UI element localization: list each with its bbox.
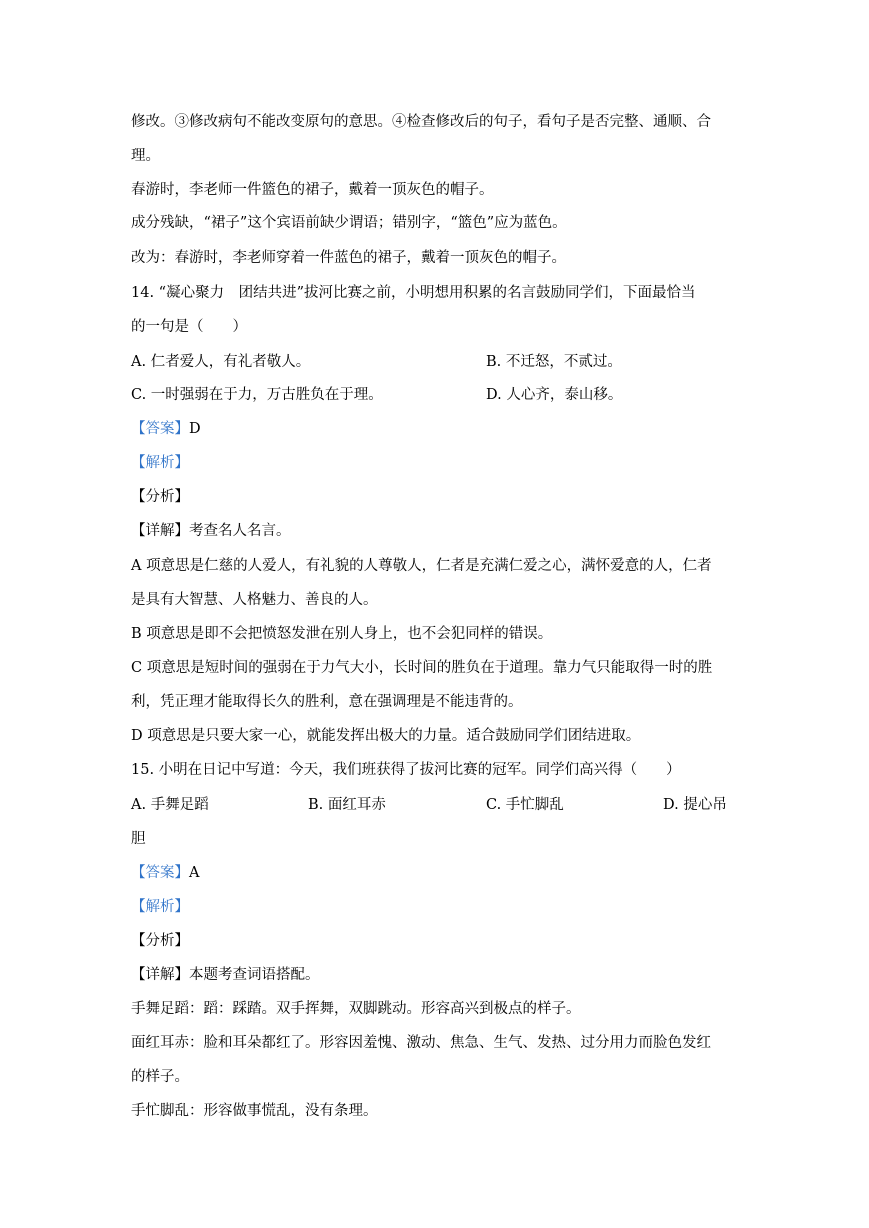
q14-jiexi-label: 【解析】 [131, 455, 189, 471]
q15-option-c: C. 手忙脚乱 [486, 797, 564, 813]
q14-answer [131, 419, 741, 439]
text-line: A 项意思是仁慈的人爱人，有礼貌的人尊敬人，仁者是充满仁爱之心，满怀爱意的人，仁者 [131, 558, 712, 574]
text-line: 手忙脚乱：形容做事慌乱，没有条理。 [131, 1103, 378, 1119]
q14-option-d: D. 人心齐，泰山移。 [486, 387, 623, 403]
text-line: 是具有大智慧、人格魅力、善良的人。 [131, 592, 378, 608]
text-line: 春游时，李老师一件篮色的裙子，戴着一顶灰色的帽子。 [131, 182, 494, 198]
q15-detail [131, 965, 741, 985]
text-line: 改为：春游时，李老师穿着一件蓝色的裙子，戴着一顶灰色的帽子。 [131, 250, 566, 266]
q15-option-d: D. 提心吊 [663, 797, 727, 813]
text-line: 胆 [131, 831, 146, 847]
text-line: 修改。③修改病句不能改变原句的意思。④检查修改后的句子，看句子是否完整、通顺、合 [131, 114, 711, 130]
answer-value: D [189, 421, 201, 437]
text-line: 面红耳赤：脸和耳朵都红了。形容因羞愧、激动、焦急、生气、发热、过分用力而脸色发红 [131, 1035, 711, 1051]
q15-option-b: B. 面红耳赤 [308, 797, 386, 813]
question-14-stem: 14. “凝心聚力 团结共进”拔河比赛之前，小明想用积累的名言鼓励同学们，下面最恰当 [131, 285, 696, 301]
text-line: 成分残缺，“裙子”这个宾语前缺少谓语；错别字，“篮色”应为蓝色。 [131, 215, 567, 231]
q15-option-a: A. 手舞足蹈 [131, 797, 209, 813]
q14-option-c: C. 一时强弱在于力，万古胜负在于理。 [131, 387, 383, 403]
q14-option-a: A. 仁者爱人，有礼者敬人。 [131, 354, 311, 370]
q15-answer [131, 863, 741, 883]
detail-text: 考查名人名言。 [189, 523, 291, 539]
q15-jiexi-label: 【解析】 [131, 899, 189, 915]
q14-detail [131, 521, 741, 541]
text-line: D 项意思是只要大家一心，就能发挥出极大的力量。适合鼓励同学们团结进取。 [131, 728, 641, 744]
q15-fenxi-label: 【分析】 [131, 933, 189, 949]
question-14-stem: 的一句是（ ） [131, 319, 247, 335]
text-line: C 项意思是短时间的强弱在于力气大小，长时间的胜负在于道理。靠力气只能取得一时的胜 [131, 660, 713, 676]
text-line: 理。 [131, 148, 160, 164]
detail-text: 本题考查词语搭配。 [189, 967, 320, 983]
q14-fenxi-label: 【分析】 [131, 489, 189, 505]
text-line: 的样子。 [131, 1069, 189, 1085]
detail-label: 【详解】 [131, 967, 189, 983]
q14-option-b: B. 不迁怒，不贰过。 [486, 354, 622, 370]
text-line: B 项意思是即不会把愤怒发泄在别人身上，也不会犯同样的错误。 [131, 626, 553, 642]
answer-value: A [189, 865, 200, 881]
answer-label: 【答案】 [131, 421, 189, 437]
text-line: 利，凭正理才能取得长久的胜利，意在强调理是不能违背的。 [131, 694, 523, 710]
detail-label: 【详解】 [131, 523, 189, 539]
answer-label: 【答案】 [131, 865, 189, 881]
question-15-stem: 15. 小明在日记中写道：今天，我们班获得了拔河比赛的冠军。同学们高兴得（ ） [131, 762, 681, 778]
text-line: 手舞足蹈：蹈：踩踏。双手挥舞，双脚跳动。形容高兴到极点的样子。 [131, 1001, 581, 1017]
